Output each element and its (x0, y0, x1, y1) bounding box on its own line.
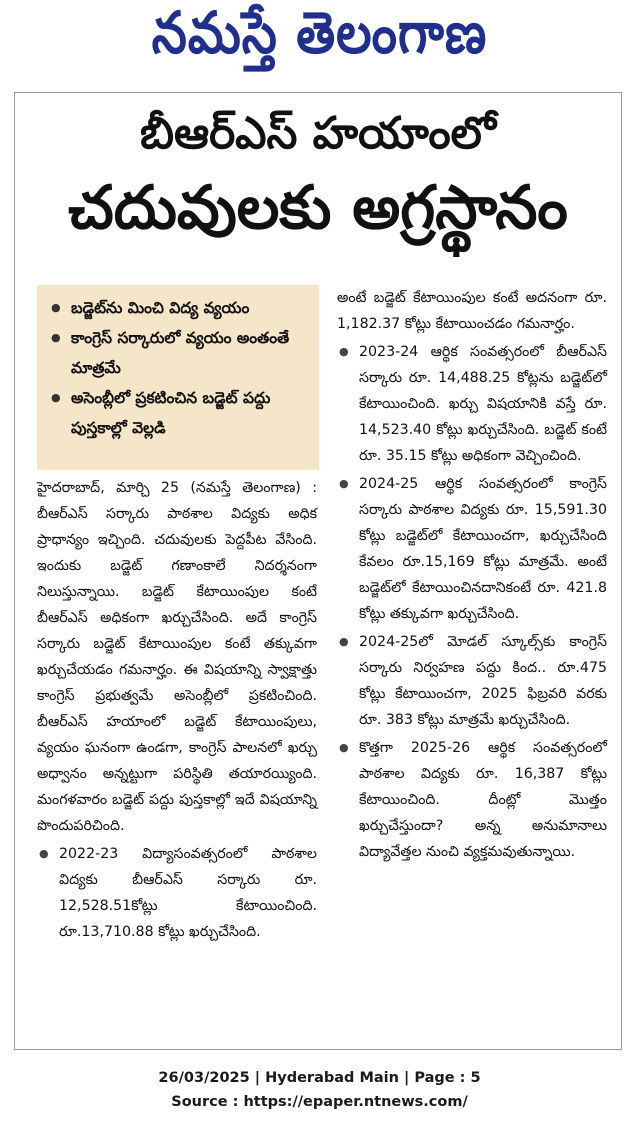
footer (0, 1066, 639, 1114)
masthead-logo (0, 0, 639, 80)
bullet-paragraph-2025-26: ● కొత్తగా 2025-26 ఆర్థిక సంవత్సరంలో పాఠశాల విద్యకు రూ. 16,387 కోట్లు కేటాయించింది. దీంట్లో మొత్తం ఖర్చుచేస్తుందా? అన్న అనుమానాలు విద్యావేత్తల నుంచి వ్యక్తమవుతున్నాయి. (337, 735, 607, 865)
headline-line-1: బీఆర్ఎస్ హయాంలో (140, 108, 496, 159)
highlight-item: ● బడ్జెట్‌ను మించి విద్య వ్యయం (51, 293, 309, 323)
bullet-paragraph-2024-25: ● 2024-25 ఆర్థిక సంవత్సరంలో కాంగ్రెస్ సర్కారు పాఠశాల విద్యకు రూ. 15,591.30 కోట్లు బడ్జెట్‌లో కేటాయించగా, ఖర్చుచేసింది కేవలం రూ.15,169 కోట్లు మాత్రమే. అంటే బడ్జెట్‌లో కేటాయించినదానికంటే రూ. 421.8 కోట్లు తక్కువగా ఖర్చుచేసింది. (337, 471, 607, 627)
headline (15, 103, 621, 251)
highlight-item: ● కాంగ్రెస్ సర్కారులో వ్యయం అంతంతే మాత్రమే (51, 323, 309, 383)
footer-source[interactable]: Source : https://epaper.ntnews.com/ (171, 1094, 468, 1110)
continued-paragraph: అంటే బడ్జెట్ కేటాయింపుల కంటే అదనంగా రూ. 1,182.37 కోట్లు కేటాయించడం గమనార్హం. (337, 290, 607, 332)
headline-line-2: చదువులకు అగ్రస్థానం (68, 173, 568, 243)
bullet-paragraph-2023-24: ● 2023-24 ఆర్థిక సంవత్సరంలో బీఆర్ఎస్ సర్కారు రూ. 14,488.25 కోట్లను బడ్జెట్‌లో కేటాయించింది. ఖర్చు విషయానికి వస్తే రూ. 14,523.40 కోట్లు ఖర్చుచేసింది. బడ్జెట్ కంటే రూ. 35.15 కోట్లు అధికంగా వెచ్చించింది. (337, 339, 607, 469)
right-column (337, 285, 607, 865)
masthead-title: నమస్తే తెలంగాణ (151, 0, 488, 66)
article-clipping (14, 92, 622, 1050)
highlights-box (37, 285, 319, 470)
intro-paragraph: హైదరాబాద్, మార్చి 25 (నమస్తే తెలంగాణ) : బీఆర్ఎస్ సర్కారు పాఠశాల విద్యకు అధిక ప్రాధాన్యం ఇచ్చింది. చదువులకు పెద్దపీట వేసింది. ఇందుకు బడ్జెట్ గణాంకాలే నిదర్శనంగా నిలుస్తున్నాయి. బడ్జెట్ కేటాయింపుల కంటే బీఆర్ఎస్ అధికంగా ఖర్చుచేసింది. అదే కాంగ్రెస్ సర్కారు బడ్జెట్ కేటాయింపుల కంటే తక్కువగా ఖర్చుచేయడం గమనార్హం. ఈ విషయాన్ని స్వాక్షాత్తు కాంగ్రెస్ ప్రభుత్వమే అసెంబ్లీలో ప్రకటించింది. బీఆర్ఎస్ హయాంలో బడ్జెట్ కేటాయింపులు, వ్యయం ఘనంగా ఉండగా, కాంగ్రెస్ పాలనలో ఖర్చు అధ్వానం అన్నట్టుగా పరిస్థితి తయారయ్యింది. మంగళవారం బడ్జెట్ పద్దు పుస్తకాల్లో ఇదే విషయాన్ని పొందుపరిచింది. (37, 480, 317, 834)
left-column (37, 475, 317, 945)
bullet-paragraph-2022-23: ● 2022-23 విద్యాసంవత్సరంలో పాఠశాల విద్యకు బీఆర్ఎస్ సర్కారు రూ. 12,528.51కోట్లు కేటాయించింది. రూ.13,710.88 కోట్లు ఖర్చుచేసింది. (37, 841, 317, 945)
bullet-paragraph-model-schools: ● 2024-25లో మోడల్ స్కూల్స్‌కు కాంగ్రెస్ సర్కారు నిర్వహణ పద్దు కింద.. రూ.475 కోట్లు కేటాయించగా, 2025 ఫిబ్రవరి వరకు రూ. 383 కోట్లు మాత్రమే ఖర్చుచేసింది. (337, 629, 607, 733)
footer-date-edition: 26/03/2025 | Hyderabad Main | Page : 5 (158, 1070, 481, 1086)
highlight-item: ● అసెంబ్లీలో ప్రకటించిన బడ్జెట్ పద్దు పుస్తకాల్లో వెల్లడి (51, 383, 309, 443)
